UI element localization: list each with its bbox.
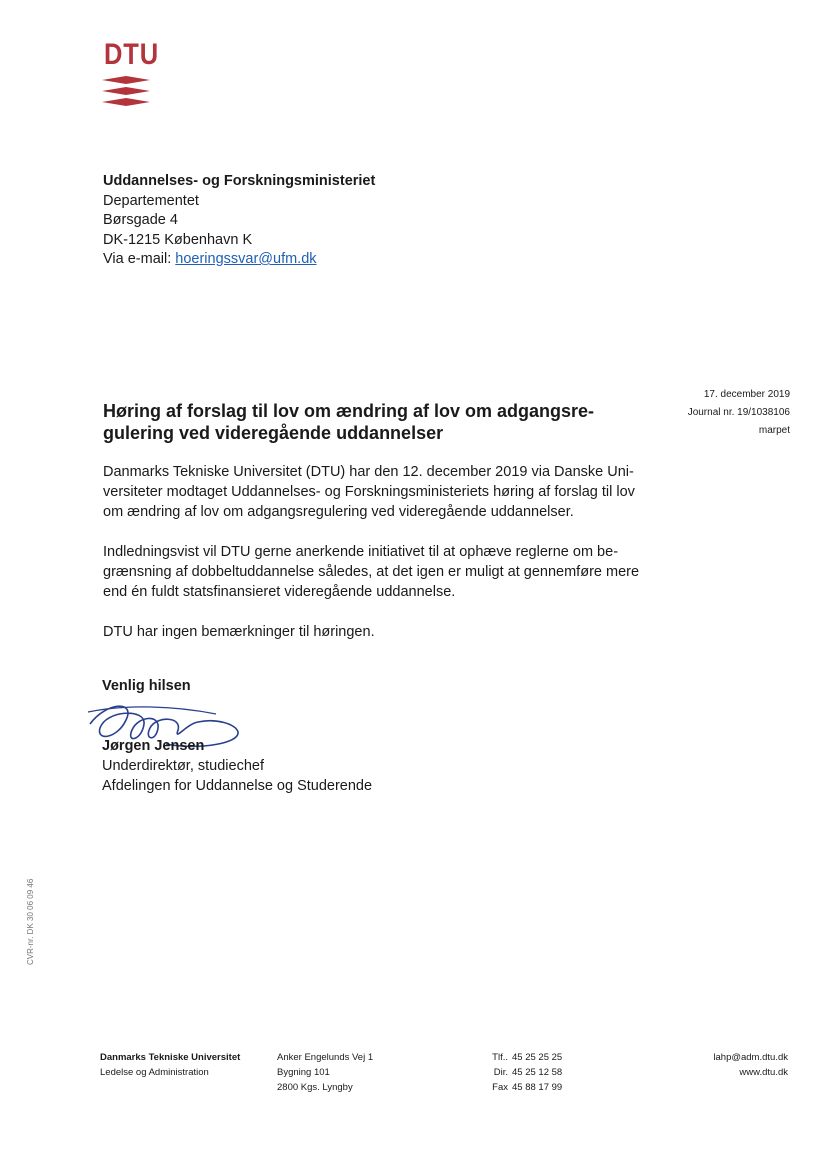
- recipient-email-link[interactable]: hoeringssvar@ufm.dk: [175, 251, 317, 267]
- footer-org: [100, 1050, 240, 1080]
- greeting: Venlig hilsen: [102, 678, 191, 694]
- tlf-number: 45 25 25 25: [512, 1052, 563, 1063]
- initials: marpet: [758, 425, 790, 436]
- signer-name: Jørgen Jensen: [102, 738, 205, 754]
- letter-title: Høring af forslag til lov om ændring af lov om adgangsre-gulering ved videregående uddannelser: [103, 401, 595, 443]
- recipient-line1: Departementet: [103, 192, 199, 209]
- signer-department: Afdelingen for Uddannelse og Studerende: [102, 778, 373, 794]
- footer-org-name: Danmarks Tekniske Universitet: [100, 1052, 241, 1063]
- journal-number: Journal nr. 19/1038106: [687, 407, 790, 418]
- dtu-logo-text: DTU: [104, 38, 159, 71]
- recipient-name: Uddannelses- og Forskningsministeriet: [103, 173, 376, 189]
- cvr-number: CVR-nr. DK 30 06 09 46: [26, 878, 35, 965]
- footer-address-1: Anker Engelunds Vej 1: [277, 1052, 374, 1063]
- signer-block: [102, 736, 372, 796]
- footer-address-3: 2800 Kgs. Lyngby: [277, 1082, 353, 1093]
- paragraph-1: Danmarks Tekniske Universitet (DTU) har den 12. december 2019 via Danske Uni-versiteter modtaget Uddannelses- og Forskningsministeriets høring af forslag til lov om ændring af lov om adgangsregulering ved videregående uddannelser.: [103, 464, 635, 520]
- footer-unit: Ledelse og Administration: [100, 1067, 209, 1078]
- via-label: Via e-mail:: [103, 251, 176, 267]
- footer-email[interactable]: lahp@adm.dtu.dk: [713, 1052, 788, 1063]
- tlf-label: Tlf..: [492, 1052, 508, 1063]
- paragraph-3: DTU har ingen bemærkninger til høringen.: [103, 624, 375, 640]
- footer-address: [277, 1050, 373, 1095]
- letter-date: 17. december 2019: [703, 389, 790, 400]
- footer-address-2: Bygning 101: [277, 1067, 330, 1078]
- recipient-address: [103, 172, 375, 270]
- footer-phones: [484, 1050, 562, 1095]
- letter-meta: [688, 386, 790, 440]
- recipient-email-line: [103, 250, 375, 270]
- dir-label: Dir.: [493, 1067, 508, 1078]
- recipient-line3: DK-1215 København K: [103, 231, 253, 248]
- recipient-line2: Børsgade 4: [103, 212, 178, 228]
- dir-number: 45 25 12 58: [512, 1067, 563, 1078]
- footer-contact: [713, 1050, 788, 1080]
- fax-label: Fax: [492, 1082, 508, 1093]
- fax-number: 45 88 17 99: [512, 1082, 563, 1093]
- footer-web[interactable]: www.dtu.dk: [739, 1067, 788, 1078]
- dtu-logo-mark: [100, 76, 152, 112]
- paragraph-2: Indledningsvist vil DTU gerne anerkende initiativet til at ophæve reglerne om be-grænsning af dobbeltuddannelse således, at det igen er muligt at gennemføre mere end én fuldt statsfinansieret videregående uddannelse.: [103, 544, 640, 600]
- signer-title: Underdirektør, studiechef: [102, 758, 264, 774]
